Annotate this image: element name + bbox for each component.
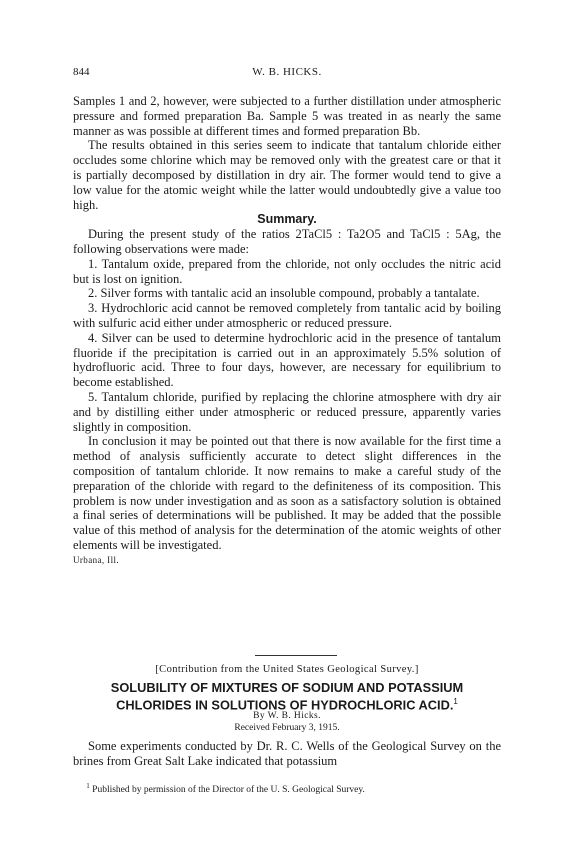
page-number: 844 (73, 66, 90, 78)
title-text: CHLORIDES IN SOLUTIONS OF HYDROCHLORIC ACID. (116, 697, 454, 713)
contribution-note: [Contribution from the United States Geological Survey.] (155, 664, 419, 675)
paragraph: During the present study of the ratios 2TaCl5 : Ta2O5 and TaCl5 : 5Ag, the following observations were made: (73, 227, 501, 256)
summary-item: 2. Silver forms with tantalic acid an insoluble compound, probably a tantalate. (88, 286, 480, 301)
footnote-text: Published by permission of the Director of the U. S. Geological Survey. (92, 785, 365, 796)
footnote (73, 782, 501, 795)
footnote-ref: 1 (453, 697, 458, 706)
summary-item: 3. Hydrochloric acid cannot be removed completely from tantalic acid by boiling with sulfuric acid either under atmospheric or reduced pressure. (73, 301, 501, 330)
summary-item: 5. Tantalum chloride, purified by replacing the chlorine atmosphere with dry air and by distilling either under atmospheric or reduced pressure, apparently varies slightly in composition. (73, 389, 501, 434)
byline: By W. B. Hicks. (253, 711, 321, 721)
summary-heading: Summary. (257, 212, 317, 227)
paragraph: Samples 1 and 2, however, were subjected to a further distillation under atmospheric pressure and formed preparation Ba. Sample 5 was treated in as nearly the same manner as was possible at different times and formed preparation Bb. (73, 94, 501, 138)
paragraph: The results obtained in this series seem to indicate that tantalum chloride either occludes some chlorine which may be removed only with the greatest care or that it is partially decomposed by distillation in dry air. The former would tend to give a low value for the atomic weight while the latter would undoubtedly give a value too high. (73, 138, 501, 212)
page-header (73, 66, 501, 82)
article-body (73, 94, 501, 568)
paragraph: In conclusion it may be pointed out that there is now available for the first time a method of analysis sufficiently accurate to detect slight differences in the composition of tantalum chloride. It now remains to make a careful study of the preparation of the chloride with regard to the definiteness of its composition. This problem is now under investigation and as soon as a satisfactory solution is obtained a final series of determinations will be published. It may be added that the possible value of this method of analysis for the determination of the atomic weights of other elements will be investigated. (73, 434, 501, 552)
title-line (65, 695, 509, 712)
title-line: SOLUBILITY OF MIXTURES OF SODIUM AND POTASSIUM (110, 680, 464, 695)
running-head: W. B. HICKS. (252, 66, 322, 78)
paragraph: Some experiments conducted by Dr. R. C. Wells of the Geological Survey on the brines from Great Salt Lake indicated that potassium (73, 739, 501, 768)
summary-item: 4. Silver can be used to determine hydrochloric acid in the presence of tantalum fluoride if the precipitation is carried out in an approximately 5.5% solution of hydrofluoric acid. Three to four days, however, are necessary for equilibrium to become established. (73, 330, 501, 390)
affiliation: Urbana, Ill. (73, 554, 120, 565)
footnote-mark: 1 (86, 782, 90, 790)
article-title (65, 681, 509, 712)
received-date: Received February 3, 1915. (234, 723, 340, 733)
summary-item: 1. Tantalum oxide, prepared from the chloride, not only occludes the nitric acid but is lost on ignition. (73, 256, 501, 286)
section-divider (255, 655, 337, 656)
article-intro (73, 739, 501, 769)
